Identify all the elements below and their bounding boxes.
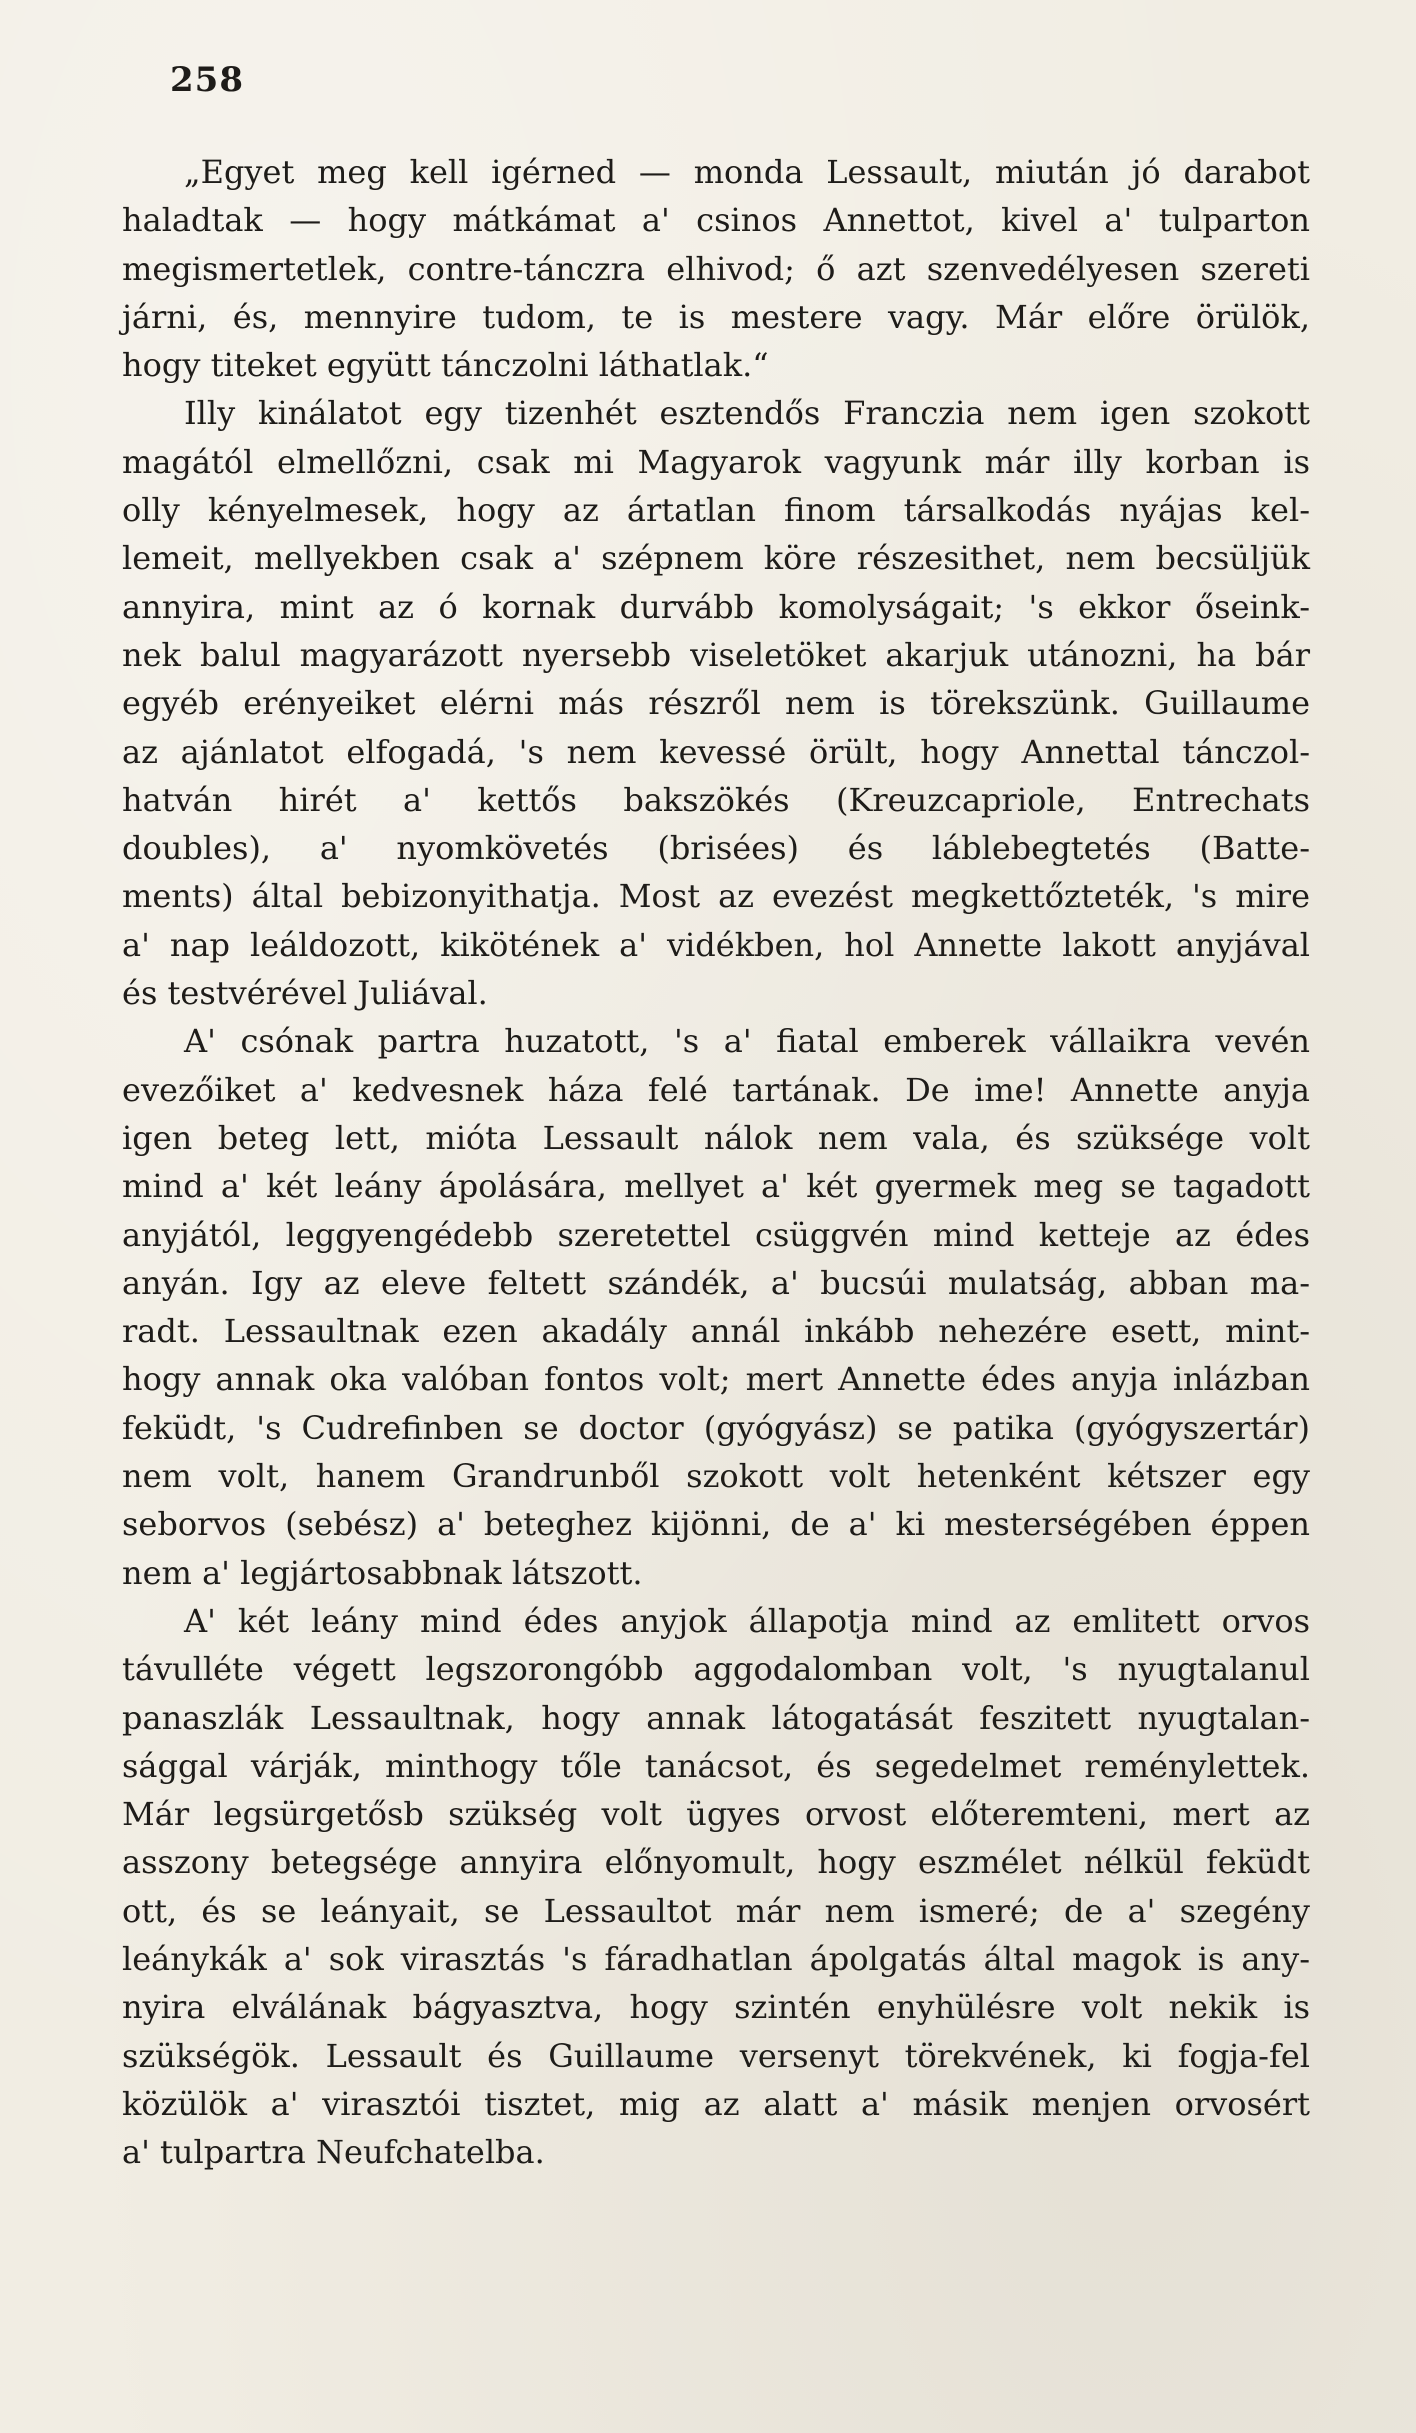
- text-line: hatván hirét a' kettős bakszökés (Kreuzcapriole, Entrechats: [122, 780, 1310, 819]
- text-line: sággal várják, minthogy tőle tanácsot, és segedelmet reménylettek.: [122, 1746, 1310, 1785]
- text-line: leánykák a' sok virasztás 's fáradhatlan ápolgatás által magok is any-: [122, 1939, 1310, 1978]
- text-line: nyira elválának bágyasztva, hogy szintén enyhülésre volt nekik is: [122, 1988, 1310, 2027]
- text-line: magától elmellőzni, csak mi Magyarok vagyunk már illy korban is: [122, 442, 1310, 481]
- text-line: Illy kinálatot egy tizenhét esztendős Franczia nem igen szokott: [184, 394, 1310, 433]
- text-line: a' nap leáldozott, kikötének a' vidékben, hol Annette lakott anyjával: [122, 925, 1310, 964]
- text-line: a' tulpartra Neufchatelba.: [122, 2133, 545, 2172]
- paragraph-1: [122, 148, 1310, 389]
- text-line: igen beteg lett, mióta Lessault nálok nem vala, és szüksége volt: [122, 1118, 1310, 1157]
- text-line: ments) által bebizonyithatja. Most az evezést megkettőzteték, 's mire: [122, 877, 1310, 916]
- text-line: doubles), a' nyomkövetés (brisées) és láblebegtetés (Batte-: [122, 829, 1310, 868]
- text-line: hogy annak oka valóban fontos volt; mert Annette édes anyja inlázban: [122, 1360, 1310, 1399]
- text-line: evezőiket a' kedvesnek háza felé tartának. De ime! Annette anyja: [122, 1070, 1310, 1109]
- text-line: járni, és, mennyire tudom, te is mestere vagy. Már előre örülök,: [122, 297, 1310, 336]
- text-line: lemeit, mellyekben csak a' szépnem köre részesithet, nem becsüljük: [122, 539, 1310, 578]
- text-line: egyéb erényeiket elérni más részről nem is törekszünk. Guillaume: [122, 684, 1310, 723]
- text-line: és testvérével Juliával.: [122, 974, 488, 1013]
- text-line: mind a' két leány ápolására, mellyet a' két gyermek meg se tagadott: [122, 1167, 1310, 1206]
- text-line: panaszlák Lessaultnak, hogy annak látogatását feszitett nyugtalan-: [122, 1698, 1310, 1737]
- body-text: [122, 148, 1310, 2176]
- text-line: távulléte végett legszorongóbb aggodalomban volt, 's nyugtalanul: [122, 1650, 1310, 1689]
- text-line: „Egyet meg kell igérned — monda Lessault, miután jó darabot: [184, 153, 1310, 191]
- paragraph-3: [122, 1017, 1310, 1597]
- text-line: annyira, mint az ó kornak durvább komolyságait; 's ekkor őseink-: [122, 587, 1310, 626]
- text-line: haladtak — hogy mátkámat a' csinos Annettot, kivel a' tulparton: [122, 201, 1310, 240]
- text-line: A' két leány mind édes anyjok állapotja mind az emlitett orvos: [184, 1601, 1310, 1640]
- text-line: közülök a' virasztói tisztet, mig az alatt a' másik menjen orvosért: [122, 2084, 1310, 2123]
- text-line: az ajánlatot elfogadá, 's nem kevessé örült, hogy Annettal tánczol-: [122, 732, 1310, 771]
- text-line: anyjától, leggyengédebb szeretettel csüggvén mind ketteje az édes: [122, 1215, 1310, 1254]
- text-line: asszony betegsége annyira előnyomult, hogy eszmélet nélkül feküdt: [122, 1843, 1310, 1882]
- text-line: feküdt, 's Cudrefinben se doctor (gyógyász) se patika (gyógyszertár): [122, 1408, 1310, 1447]
- text-line: anyán. Igy az eleve feltett szándék, a' bucsúi mulatság, abban ma-: [122, 1263, 1310, 1302]
- text-line: megismertetlek, contre-tánczra elhivod; ő azt szenvedélyesen szereti: [122, 249, 1310, 288]
- page-number: 258: [170, 60, 244, 100]
- text-line: nem a' legjártosabbnak látszott.: [122, 1553, 643, 1592]
- text-line: hogy titeket együtt tánczolni láthatlak.“: [122, 346, 769, 385]
- text-line: nek balul magyarázott nyersebb viseletöket akarjuk utánozni, ha bár: [122, 635, 1310, 674]
- text-line: szükségök. Lessault és Guillaume versenyt törekvének, ki fogja-fel: [122, 2036, 1310, 2075]
- text-line: ott, és se leányait, se Lessaultot már nem ismeré; de a' szegény: [122, 1891, 1310, 1930]
- text-line: seborvos (sebész) a' beteghez kijönni, de a' ki mesterségében éppen: [122, 1505, 1310, 1544]
- text-line: olly kényelmesek, hogy az ártatlan finom társalkodás nyájas kel-: [122, 491, 1310, 530]
- paragraph-2: [122, 389, 1310, 1017]
- text-line: radt. Lessaultnak ezen akadály annál inkább nehezére esett, mint-: [122, 1312, 1310, 1351]
- text-line: A' csónak partra huzatott, 's a' fiatal emberek vállaikra vevén: [184, 1022, 1310, 1061]
- text-line: nem volt, hanem Grandrunből szokott volt hetenként kétszer egy: [122, 1457, 1310, 1496]
- text-line: Már legsürgetősb szükség volt ügyes orvost előteremteni, mert az: [122, 1795, 1310, 1834]
- paragraph-4: [122, 1597, 1310, 2177]
